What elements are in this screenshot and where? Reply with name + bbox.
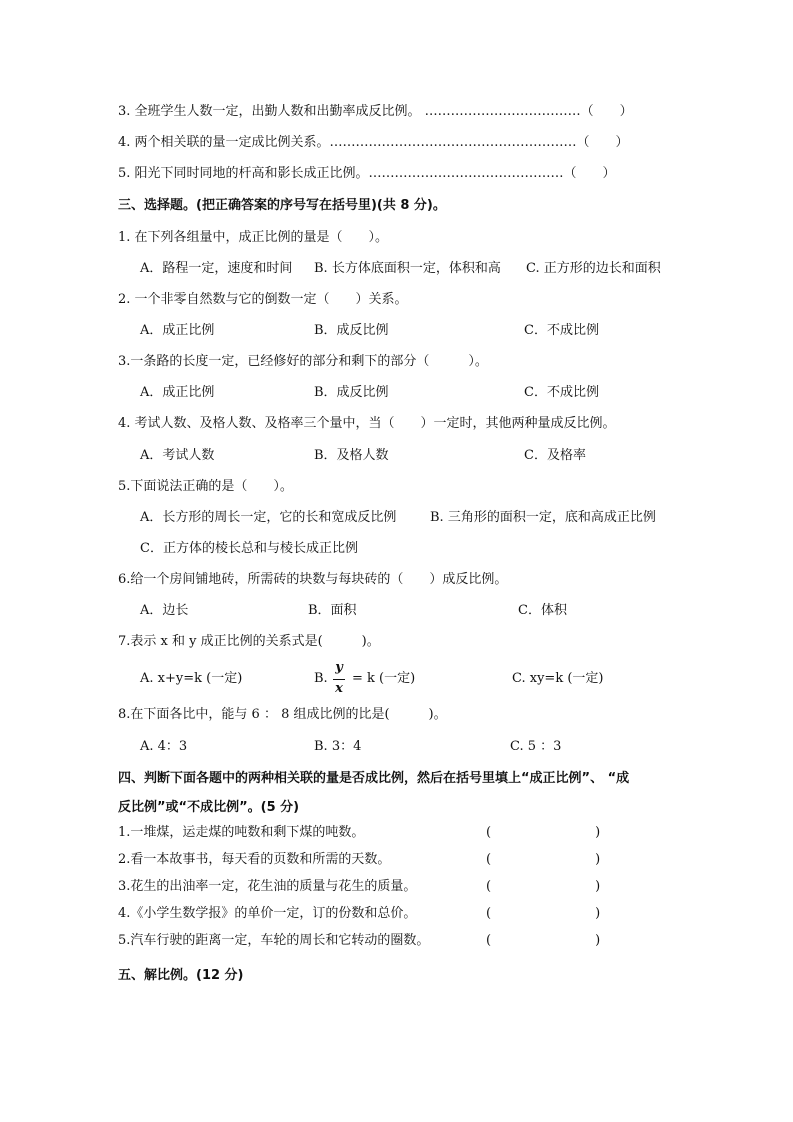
question-3: 3.一条路的长度一定，已经修好的部分和剩下的部分（ ）。 [118,354,488,369]
judgement-item-5: 5. 阳光下同时同地的杆高和影长成正比例。………………………………………（ ） [118,166,616,181]
q7-option-a: A. x+y=k (一定) [140,671,243,686]
question-7: 7.表示 x 和 y 成正比例的关系式是( )。 [118,634,380,649]
question-8: 8.在下面各比中，能与 6 ： 8 组成比例的比是( )。 [118,707,447,722]
q6-option-b: B．面积 [308,603,357,618]
q7-option-b-label: B. [314,671,328,686]
section-4-title-line-1: 四、判断下面各题中的两种相关联的量是否成比例，然后在括号里填上“成正比例”、 “成 [118,771,630,786]
fraction-numerator: y [335,660,343,675]
question-6: 6.给一个房间铺地砖，所需砖的块数与每块砖的（ ）成反比例。 [118,572,508,587]
fraction-denominator: x [335,681,343,696]
section-4-item-1-answer[interactable]: ( ) [486,825,601,840]
q7-option-c: C. xy=k (一定) [512,671,604,686]
section-4-item-1: 1.一堆煤，运走煤的吨数和剩下煤的吨数。 [118,825,365,840]
judgement-item-3: 3. 全班学生人数一定，出勤人数和出勤率成反比例。 ………………………………（ ） [118,104,633,119]
section-4-item-3: 3.花生的出油率一定，花生油的质量与花生的质量。 [118,879,417,894]
q5-option-b: B. 三角形的面积一定，底和高成正比例 [430,510,656,525]
fraction-bar [333,679,345,680]
q3-option-b: B．成反比例 [314,385,389,400]
q1-option-b: B. 长方体底面积一定，体积和高 [314,261,501,276]
section-4-item-5: 5.汽车行驶的距离一定，车轮的周长和它转动的圈数。 [118,933,430,948]
q4-option-a: A．考试人数 [140,448,215,463]
question-5: 5.下面说法正确的是（ ）。 [118,479,293,494]
section-4-item-5-answer[interactable]: ( ) [486,933,601,948]
judgement-item-4: 4. 两个相关联的量一定成比例关系。…………………………………………………（ ） [118,135,629,150]
section-4-title-line-2: 反比例”或“不成比例”。(5 分) [118,800,300,815]
section-3-title: 三、选择题。(把正确答案的序号写在括号里)(共 8 分)。 [118,198,446,213]
section-4-item-2-answer[interactable]: ( ) [486,852,601,867]
q6-option-c: C．体积 [518,603,567,618]
q8-option-c: C. 5 ：3 [510,739,562,754]
section-4-item-4: 4.《小学生数学报》的单价一定，订的份数和总价。 [118,906,417,921]
question-4: 4. 考试人数、及格人数、及格率三个量中，当（ ）一定时，其他两种量成反比例。 [118,416,616,431]
q7-option-b-rest: = k (一定) [352,671,416,686]
section-5-title: 五、解比例。(12 分) [118,968,244,983]
q4-option-c: C．及格率 [524,448,586,463]
q1-option-a: A．路程一定，速度和时间 [140,261,293,276]
section-4-item-4-answer[interactable]: ( ) [486,906,601,921]
q5-option-c: C．正方体的棱长总和与棱长成正比例 [140,541,358,556]
q2-option-c: C．不成比例 [524,323,599,338]
q5-option-a: A．长方形的周长一定，它的长和宽成反比例 [140,510,397,525]
section-4-item-2: 2.看一本故事书，每天看的页数和所需的天数。 [118,852,391,867]
q2-option-a: A．成正比例 [140,323,215,338]
q8-option-a: A. 4：3 [140,739,188,754]
q8-option-b: B. 3：4 [314,739,362,754]
q3-option-c: C．不成比例 [524,385,599,400]
question-1: 1. 在下列各组量中，成正比例的量是（ ）。 [118,230,389,245]
question-2: 2. 一个非零自然数与它的倒数一定（ ）关系。 [118,292,408,307]
q2-option-b: B．成反比例 [314,323,389,338]
q6-option-a: A．边长 [140,603,189,618]
section-4-item-3-answer[interactable]: ( ) [486,879,601,894]
q1-option-c: C. 正方形的边长和面积 [526,261,661,276]
q4-option-b: B．及格人数 [314,448,389,463]
q3-option-a: A．成正比例 [140,385,215,400]
